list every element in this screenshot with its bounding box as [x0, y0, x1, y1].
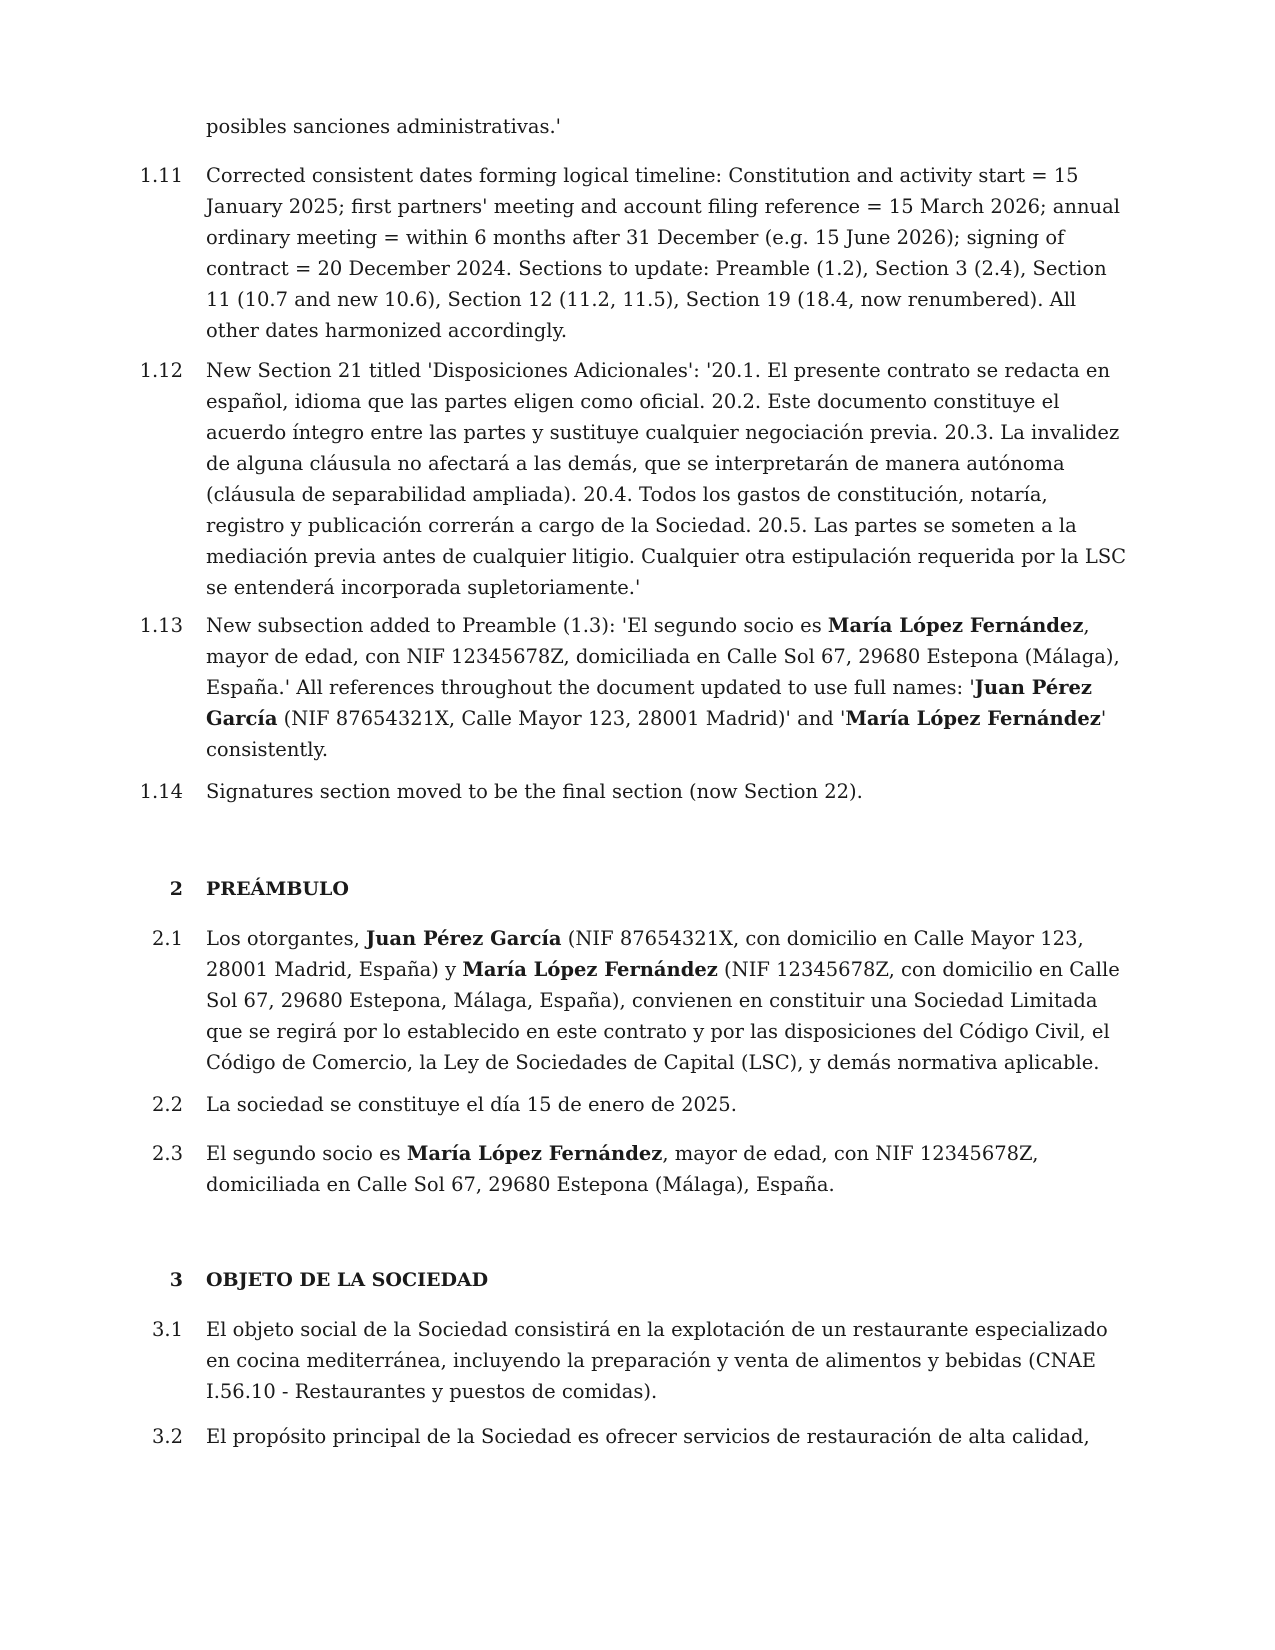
party-name: María López Fernández [827, 614, 1084, 637]
party-name: Juan Pérez García [365, 927, 562, 950]
clause-text: El objeto social de la Sociedad consistirá en la explotación de un restaurante especializado en cocina mediterránea, incluyendo la preparación y venta de alimentos y bebidas (CNAE I.56.10 - Restaurantes y puestos de comidas). [206, 1318, 1108, 1403]
clause-text: Corrected consistent dates forming logical timeline: Constitution and activity start = 15 January 2025; first partners' meeting and account filing reference = 15 March 2026; annual ordinary meeting = within 6 months after 31 December (e.g. 15 June 2026); signing of contract = 20 December 2024. Sections to update: Preamble (1.2), Section 3 (2.4), Section 11 (10.7 and new 10.6), Section 12 (11.2, 11.5), Section 19 (18.4, now renumbered). All other dates harmonized accordingly. [206, 164, 1120, 342]
clause-number: 1.13 [139, 614, 183, 637]
party-name: María López Fernández [462, 958, 718, 981]
clause-text: El segundo socio es María López Fernández, mayor de edad, con NIF 12345678Z, domiciliada en Calle Sol 67, 29680 Estepona (Málaga), España. [206, 1142, 1039, 1196]
clause-text: New Section 21 titled 'Disposiciones Adicionales': '20.1. El presente contrato se redacta en español, idioma que las partes eligen como oficial. 20.2. Este documento constituye el acuerdo íntegro entre las partes y sustituye cualquier negociación previa. 20.3. La invalidez de alguna cláusula no afectará a las demás, que se interpretarán de manera autónoma (cláusula de separabilidad ampliada). 20.4. Todos los gastos de constitución, notaría, registro y publicación correrán a cargo de la Sociedad. 20.5. Las partes se someten a la mediación previa antes de cualquier litigio. Cualquier otra estipulación requerida por la LSC se entenderá incorporada supletoriamente.' [206, 359, 1127, 599]
clause-text: El propósito principal de la Sociedad es ofrecer servicios de restauración de alta calidad, [206, 1425, 1090, 1448]
section-number: 3 [169, 1269, 183, 1291]
clause-text: New subsection added to Preamble (1.3): 'El segundo socio es María López Fernández, mayor de edad, con NIF 12345678Z, domiciliada en Calle Sol 67, 29680 Estepona (Málaga), España.' All references throughout the document updated to use full names: 'Juan Pérez García (NIF 87654321X, Calle Mayor 123, 28001 Madrid)' and 'María López Fernández' consistently. [206, 614, 1120, 761]
clause-number: 2.1 [151, 927, 183, 950]
section-title: OBJETO DE LA SOCIEDAD [206, 1269, 489, 1291]
clause-text: Signatures section moved to be the final section (now Section 22). [206, 780, 863, 803]
clause-text: Los otorgantes, Juan Pérez García (NIF 87654321X, con domicilio en Calle Mayor 123, 28001 Madrid, España) y María López Fernández (NIF 12345678Z, con domicilio en Calle Sol 67, 29680 Estepona, Málaga, España), convienen en constituir una Sociedad Limitada que se regirá por lo establecido en este contrato y por las disposiciones del Código Civil, el Código de Comercio, la Ley de Sociedades de Capital (LSC), y demás normativa aplicable. [206, 927, 1120, 1074]
clause-number: 3.1 [151, 1318, 183, 1341]
section-title: PREÁMBULO [206, 878, 349, 900]
clause-number: 1.14 [139, 780, 183, 803]
clause-text: La sociedad se constituye el día 15 de enero de 2025. [206, 1093, 737, 1116]
party-name: Juan Pérez García [206, 676, 1093, 730]
section-number: 2 [169, 878, 183, 900]
clause-number: 1.11 [139, 164, 183, 187]
clause-number: 2.3 [151, 1142, 183, 1165]
clause-number: 2.2 [151, 1093, 183, 1116]
party-name: María López Fernández [845, 707, 1101, 730]
party-name: María López Fernández [406, 1142, 663, 1165]
paragraph-text: posibles sanciones administrativas.' [206, 115, 562, 138]
clause-number: 3.2 [151, 1425, 183, 1448]
clause-number: 1.12 [139, 359, 183, 382]
